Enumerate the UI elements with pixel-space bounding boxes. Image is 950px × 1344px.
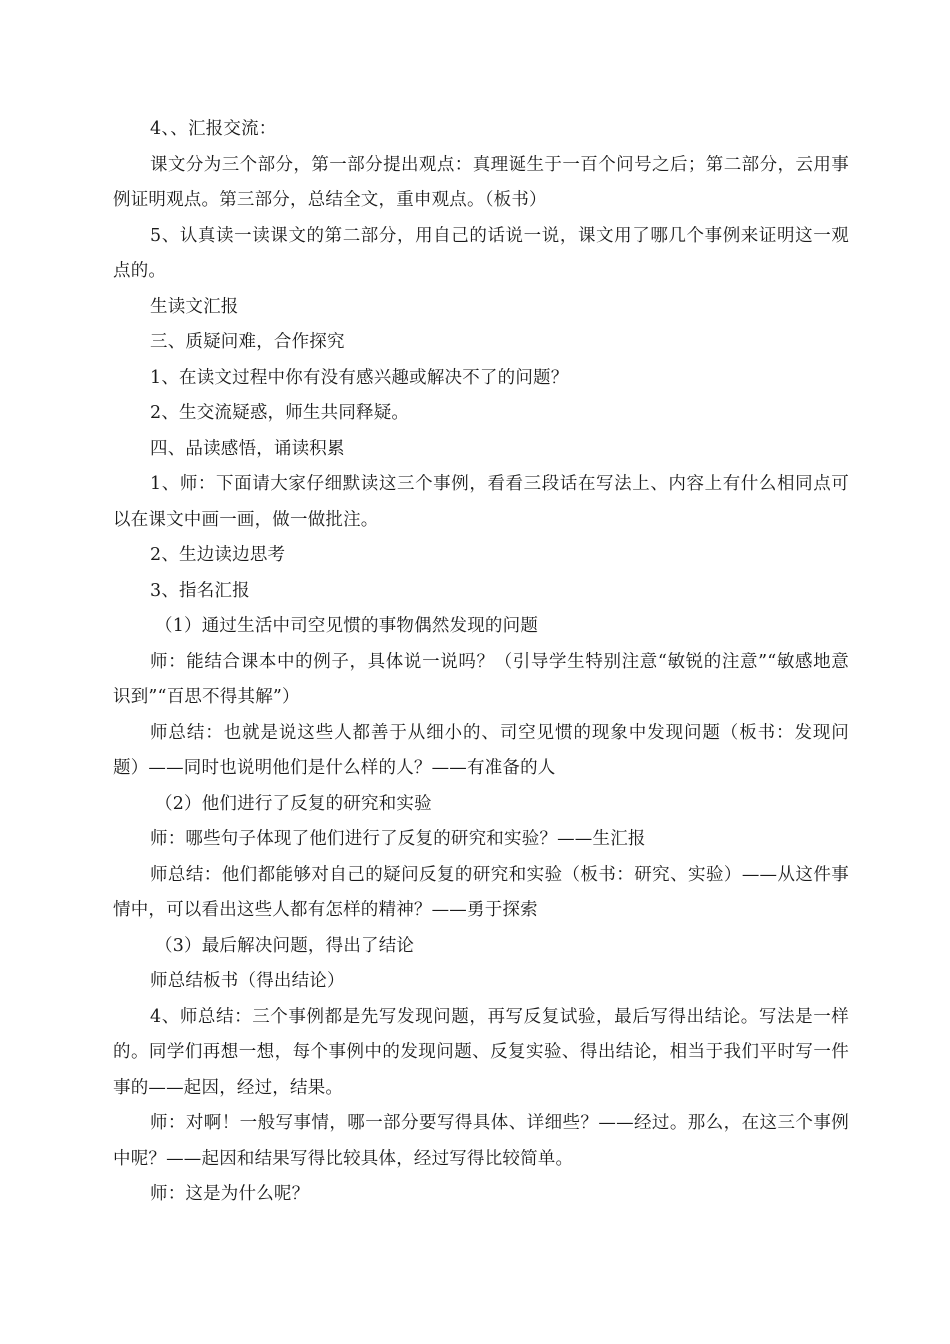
paragraph-point-two: （2）他们进行了反复的研究和实验 [155, 793, 432, 814]
paragraph-teacher-details: 师：对啊！一般写事情，哪一部分要写得具体、详细些？——经过。那么，在这三个事例中呢？——起因和结果写得比较具体，经过写得比较简单。 [113, 1113, 849, 1169]
paragraph-teacher-why: 师：这是为什么呢？ [150, 1184, 310, 1204]
paragraph-teacher-silent-reading: 1、师：下面请大家仔细默读这三个事例，看看三段话在写法上、内容上有什么相同点可以在课文中画一画，做一做批注。 [113, 474, 849, 530]
paragraph-teacher-examples: 师：能结合课本中的例子，具体说一说吗？（引导学生特别注意“敏锐的注意”“敏感地意识到”“百思不得其解”） [113, 651, 849, 707]
paragraph-named-report: 3、指名汇报 [150, 580, 250, 601]
paragraph-teacher-sentences: 师：哪些句子体现了他们进行了反复的研究和实验？——生汇报 [150, 829, 646, 849]
section-heading-questioning: 三、质疑问难，合作探究 [150, 332, 345, 352]
paragraph-student-report: 生读文汇报 [150, 296, 239, 317]
section-heading-appreciation: 四、品读感悟，诵读积累 [150, 438, 345, 459]
paragraph-read-and-think: 2、生边读边思考 [150, 545, 286, 565]
document-body [113, 112, 849, 1213]
paragraph-report-exchange: 4、、汇报交流： [150, 119, 277, 139]
paragraph-point-one: （1）通过生活中司空见惯的事物偶然发现的问题 [155, 616, 539, 636]
paragraph-exchange-doubts: 2、生交流疑惑，师生共同释疑。 [150, 403, 410, 423]
paragraph-interest-question: 1、在读文过程中你有没有感兴趣或解决不了的问题？ [150, 367, 569, 388]
paragraph-text-structure: 课文分为三个部分，第一部分提出观点：真理诞生于一百个问号之后；第二部分，云用事例证明观点。第三部分，总结全文，重申观点。（板书） [113, 154, 849, 210]
paragraph-teacher-summary-board: 师总结板书（得出结论） [150, 971, 345, 991]
paragraph-point-three: （3）最后解决问题，得出了结论 [155, 935, 415, 956]
paragraph-teacher-summary-structure: 4、师总结：三个事例都是先写发现问题，再写反复试验，最后写得出结论。写法是一样的。同学们再想一想，每个事例中的发现问题、反复实验、得出结论，相当于我们平时写一件事的——起因，经过，结果。 [113, 1006, 849, 1098]
paragraph-teacher-summary-research: 师总结：他们都能够对自己的疑问反复的研究和实验（板书：研究、实验）——从这件事情中，可以看出这些人都有怎样的精神？——勇于探索 [113, 864, 849, 920]
paragraph-teacher-summary-discover: 师总结：也就是说这些人都善于从细小的、司空见惯的现象中发现问题（板书：发现问题）——同时也说明他们是什么样的人？——有准备的人 [113, 722, 849, 778]
paragraph-read-part-two: 5、认真读一读课文的第二部分，用自己的话说一说，课文用了哪几个事例来证明这一观点的。 [113, 225, 849, 281]
